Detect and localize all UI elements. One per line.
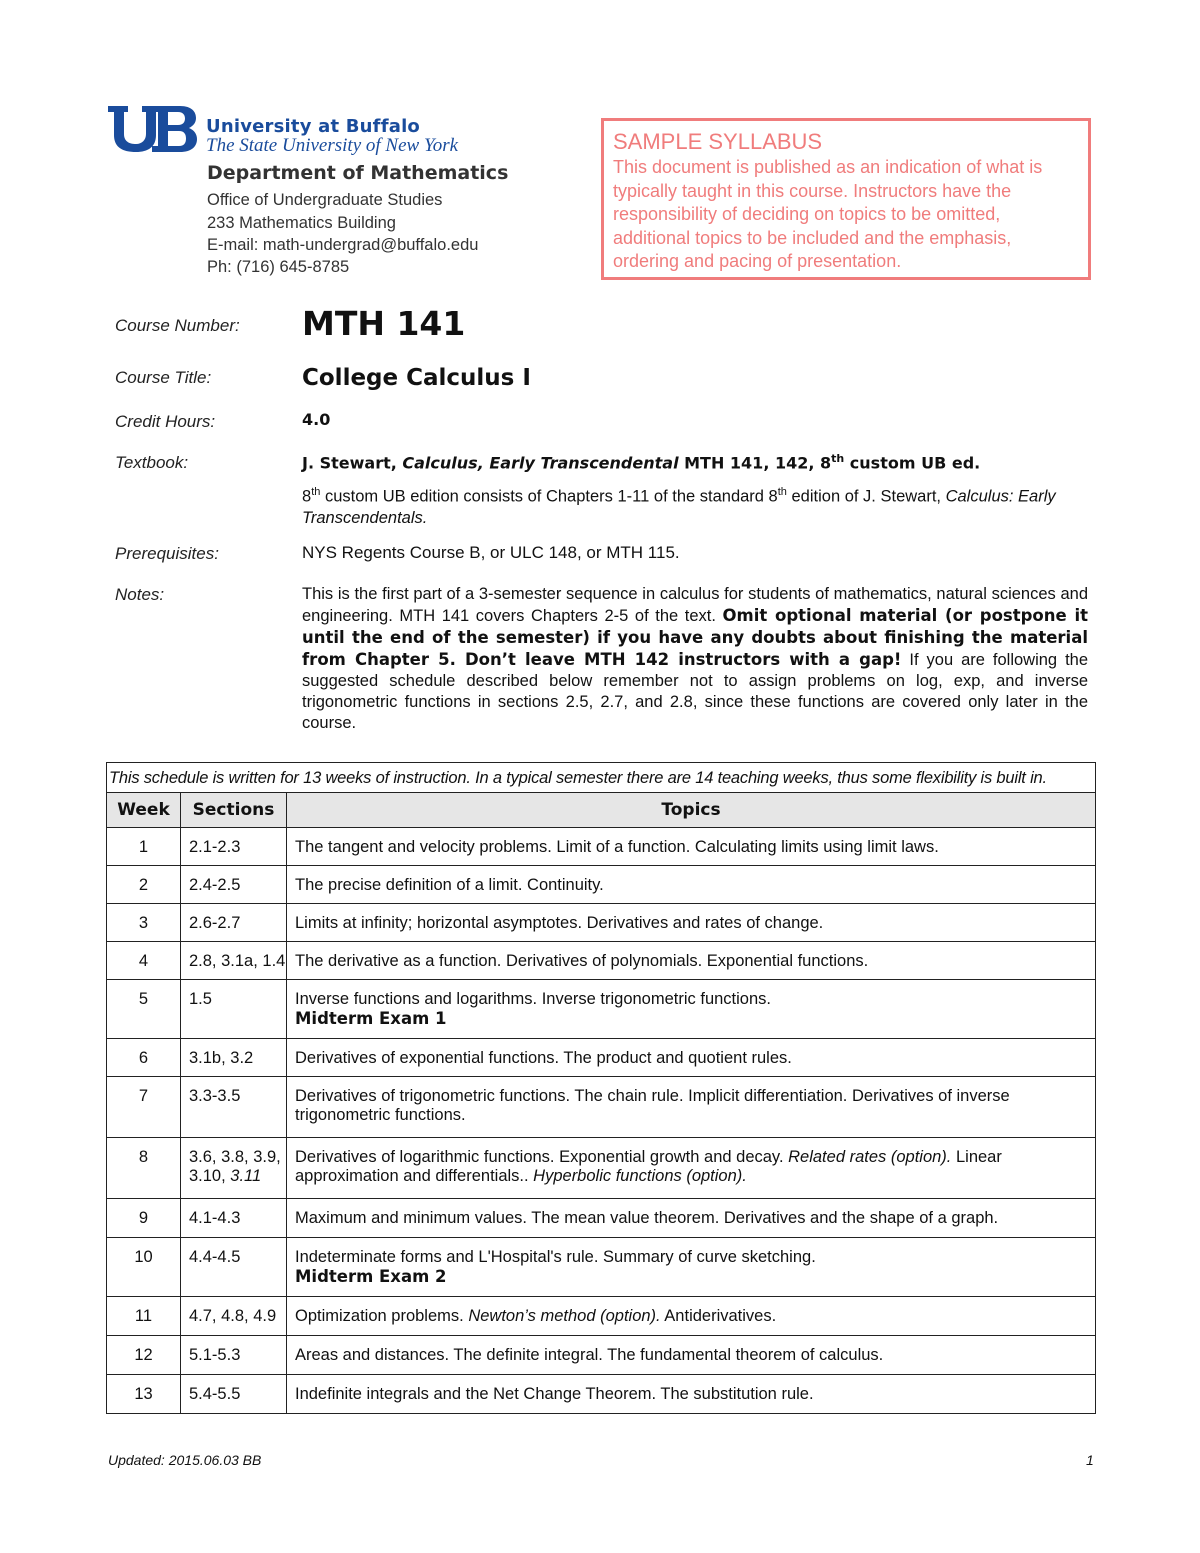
table-row: 6 3.1b, 3.2 Derivatives of exponential functions. The product and quotient rules. [107,1039,1096,1077]
course-title: College Calculus I [302,365,531,391]
ub-logo [106,104,198,154]
schedule-table [106,762,1096,1414]
midterm-exam-1: Midterm Exam 1 [295,1009,447,1028]
course-title-label: Course Title: [115,368,212,387]
office-line: Office of Undergraduate Studies [207,191,443,209]
table-row: 3 2.6-2.7 Limits at infinity; horizontal asymptotes. Derivatives and rates of change. [107,904,1096,942]
table-row: 11 4.7, 4.8, 4.9 Optimization problems. Newton’s method (option). Antiderivatives. [107,1297,1096,1336]
building-line: 233 Mathematics Building [207,214,396,232]
textbook-label: Textbook: [115,453,189,472]
prerequisites-label: Prerequisites: [115,544,219,563]
table-row: 9 4.1-4.3 Maximum and minimum values. The mean value theorem. Derivatives and the shape of a graph. [107,1199,1096,1238]
table-row: 1 2.1-2.3 The tangent and velocity problems. Limit of a function. Calculating limits using limit laws. [107,828,1096,866]
page-number: 1 [1086,1452,1094,1468]
notes-text: This is the first part of a 3-semester sequence in calculus for students of mathematics, natural sciences and engineering. MTH 141 covers Chapters 2-5 of the text. Omit optional material (or postpone it until the end of the semester) if you have any doubts about finishing the material from Chapter 5. Don’t leave MTH 142 instructors with a gap! If you are following the suggested schedule described below remember not to assign problems on log, exp, and inverse trigonometric functions in sections 2.5, 2.7, and 2.8, since these functions are covered only later in the course. [302,585,1089,732]
course-number: MTH 141 [302,304,466,343]
col-topics: Topics [287,793,1096,828]
table-row: 7 3.3-3.5 Derivatives of trigonometric functions. The chain rule. Implicit differentiation. Derivatives of inverse trigonometric functions. [107,1077,1096,1138]
table-row: 13 5.4-5.5 Indefinite integrals and the Net Change Theorem. The substitution rule. [107,1375,1096,1414]
table-row: 8 3.6, 3.8, 3.9, 3.10, 3.11 Derivatives of logarithmic functions. Exponential growth and decay. Related rates (option). Linear approximation and differentials.. Hyperbolic functions (option). [107,1138,1096,1199]
table-row: 4 2.8, 3.1a, 1.4 The derivative as a function. Derivatives of polynomials. Exponential functions. [107,942,1096,980]
col-sections: Sections [181,793,287,828]
university-name: University at Buffalo [206,116,421,137]
sample-syllabus-box [601,118,1091,280]
sample-title: SAMPLE SYLLABUS [613,129,823,154]
table-row: 5 1.5 Inverse functions and logarithms. Inverse trigonometric functions. Midterm Exam 1 [107,980,1096,1039]
table-row: 10 4.4-4.5 Indeterminate forms and L'Hospital's rule. Summary of curve sketching. Midterm Exam 2 [107,1238,1096,1297]
textbook-value: J. Stewart, Calculus, Early Transcendental MTH 141, 142, 8th custom UB ed. [302,452,981,473]
table-row: 2 2.4-2.5 The precise definition of a limit. Continuity. [107,866,1096,904]
schedule-banner: This schedule is written for 13 weeks of instruction. In a typical semester there are 14 teaching weeks, thus some flexibility is built in. [107,763,1096,793]
notes-label: Notes: [115,585,165,604]
midterm-exam-2: Midterm Exam 2 [295,1267,447,1286]
prerequisites-value: NYS Regents Course B, or ULC 148, or MTH 115. [302,543,680,562]
email-line: E-mail: math-undergrad@buffalo.edu [207,236,479,254]
university-subtitle: The State University of New York [206,135,459,156]
credit-hours-label: Credit Hours: [115,412,216,431]
credit-hours: 4.0 [302,410,331,429]
textbook-note: 8th custom UB edition consists of Chapters 1-11 of the standard 8th edition of J. Stewart, Calculus: Early Transcendentals. [302,486,1056,527]
col-week: Week [107,793,181,828]
phone-line: Ph: (716) 645-8785 [207,258,350,276]
updated-footer: Updated: 2015.06.03 BB [108,1452,262,1468]
course-number-label: Course Number: [115,316,240,335]
sample-text: This document is published as an indication of what is typically taught in this course. Instructors have the responsibility of deciding on topics to be omitted, additional topics to be included and the emphasis, ordering and pacing of presentation. [613,157,1043,271]
department-name: Department of Mathematics [207,162,509,184]
table-row: 12 5.1-5.3 Areas and distances. The definite integral. The fundamental theorem of calculus. [107,1336,1096,1375]
